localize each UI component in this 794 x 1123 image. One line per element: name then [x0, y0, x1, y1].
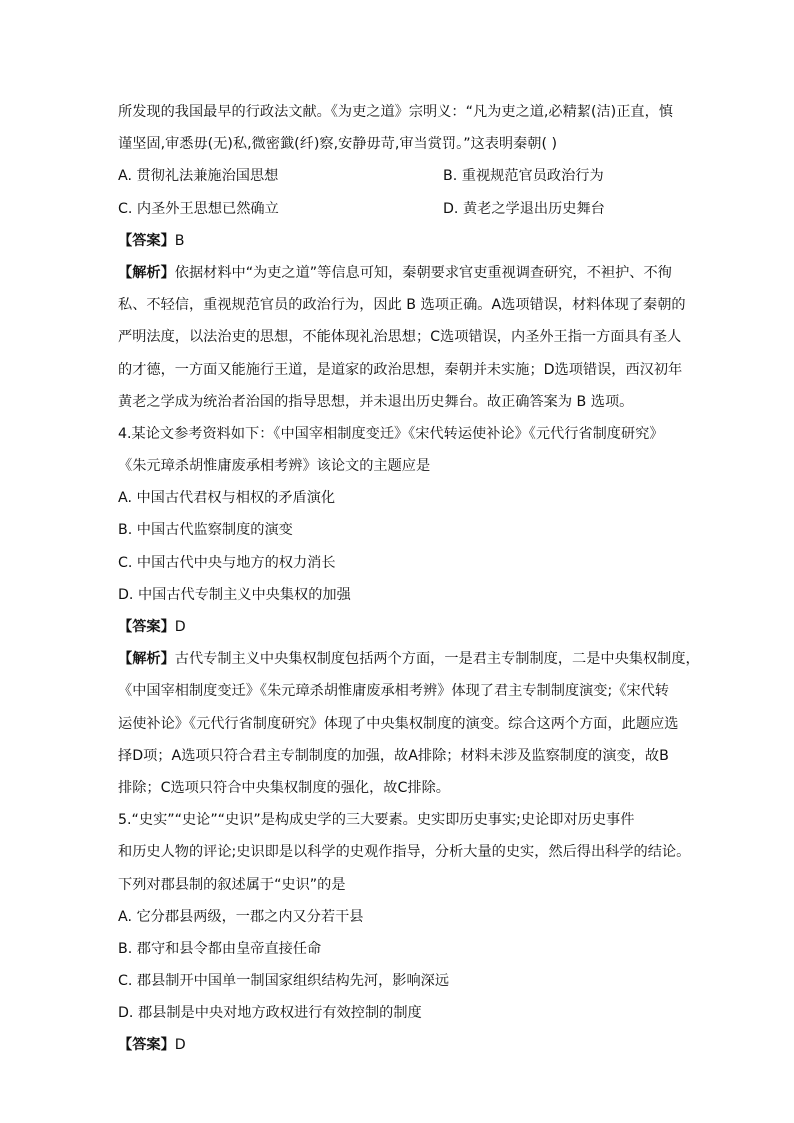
q3-stem-line-1: 所发现的我国最早的行政法文献。《为吏之道》宗明义：“凡为吏之道,必精絜(洁)正直，慎 [118, 104, 673, 120]
q3-stem-line-2: 谨坚固,审悉毋(无)私,微密韱(纤)察,安静毋苛,审当赏罚。”这表明秦朝( ) [118, 136, 558, 153]
q4-analysis-text-1: 古代专制主义中央集权制度包括两个方面，一是君主专制制度，二是中央集权制度， [174, 651, 700, 668]
q4-answer [118, 611, 678, 643]
q3-options-row-1 [118, 160, 678, 192]
q4-option-d: D. 中国古代专制主义中央集权的加强 [118, 586, 351, 603]
q4-answer-label: 【答案】 [118, 619, 175, 635]
q4-analysis-label: 【解析】 [118, 651, 175, 668]
q5-option-d: D. 郡县制是中央对地方政权进行有效控制的制度 [118, 1005, 422, 1022]
q4-stem-line-2: 《朱元璋杀胡惟庸废承相考辨》该论文的主题应是 [118, 458, 431, 475]
q5-stem-line-2: 和历史人物的评论;史识即是以科学的史观作指导，分析大量的史实，然后得出科学的结论。 [118, 844, 691, 861]
q4-analysis-line-1 [118, 643, 700, 675]
q4-option-c: C. 中国古代中央与地方的权力消长 [118, 554, 336, 571]
q5-option-a: A. 它分郡县两级，一郡之内又分若干县 [118, 908, 364, 925]
q3-option-a: A. 贯彻礼法兼施治国思想 [118, 168, 279, 185]
q3-answer-value: B [174, 232, 185, 249]
q3-analysis-line-5: 黄老之学成为统治者治国的指导思想，并未退出历史舞台。故正确答案为 B 选项。 [118, 393, 634, 410]
q5-option-b: B. 郡守和县令都由皇帝直接任命 [118, 940, 322, 957]
q3-answer [118, 225, 678, 257]
q3-option-b: B. 重视规范官员政治行为 [443, 168, 604, 185]
q3-option-d: D. 黄老之学退出历史舞台 [443, 200, 605, 217]
q3-analysis-text-1: 依据材料中“为吏之道”等信息可知，秦朝要求官吏重视调查研究，不袒护、不徇 [174, 264, 672, 281]
q4-analysis-line-2: 《中国宰相制度变迁》《朱元璋杀胡惟庸废承相考辨》体现了君主专制制度演变;《宋代转 [118, 683, 669, 700]
q4-answer-value: D [174, 619, 186, 635]
q5-stem-line-1: 5.“史实”“史论”“史识”是构成史学的三大要素。史实即历史事实;史论即对历史事件 [118, 812, 635, 829]
q3-answer-label: 【答案】 [118, 232, 175, 249]
q5-stem-line-3: 下列对郡县制的叙述属于“史识”的是 [118, 876, 346, 893]
q4-analysis-line-4: 择D项；A选项只符合君主专制制度的加强，故A排除；材料未涉及监察制度的演变，故B [118, 747, 669, 764]
q3-analysis-line-2: 私、不轻信，重视规范官员的政治行为，因此 B 选项正确。A选项错误，材料体现了秦朝的 [118, 297, 686, 314]
q4-stem-line-1: 4.某论文参考资料如下：《中国宰相制度变迁》《宋代转运使补论》《元代行省制度研究》 [118, 425, 664, 442]
q3-analysis-line-3: 严明法度，以法治吏的思想，不能体现礼治思想；C选项错误，内圣外王指一方面具有圣人 [118, 329, 682, 346]
q3-analysis-label: 【解析】 [118, 264, 175, 281]
q5-answer-label: 【答案】 [118, 1037, 175, 1054]
q4-option-a: A. 中国古代君权与相权的矛盾演化 [118, 490, 336, 507]
q4-option-b: B. 中国古代监察制度的演变 [118, 522, 293, 539]
q4-analysis-line-3: 运使补论》《元代行省制度研究》体现了中央集权制度的演变。综合这两个方面，此题应选 [118, 715, 679, 732]
q3-options-row-2 [118, 193, 678, 225]
q3-analysis-line-1 [118, 257, 678, 289]
q4-analysis-line-5: 排除；C选项只符合中央集权制度的强化，故C排除。 [118, 779, 450, 796]
q3-analysis-line-4: 的才德，一方面又能施行王道，是道家的政治思想，秦朝并未实施；D选项错误，西汉初年 [118, 361, 683, 378]
q5-option-c: C. 郡县制开中国单一制国家组织结构先河，影响深远 [118, 973, 450, 990]
q5-answer-value: D [174, 1037, 186, 1054]
page-content [118, 96, 700, 1062]
q3-option-c: C. 内圣外王思想已然确立 [118, 200, 279, 217]
q5-answer [118, 1029, 678, 1061]
